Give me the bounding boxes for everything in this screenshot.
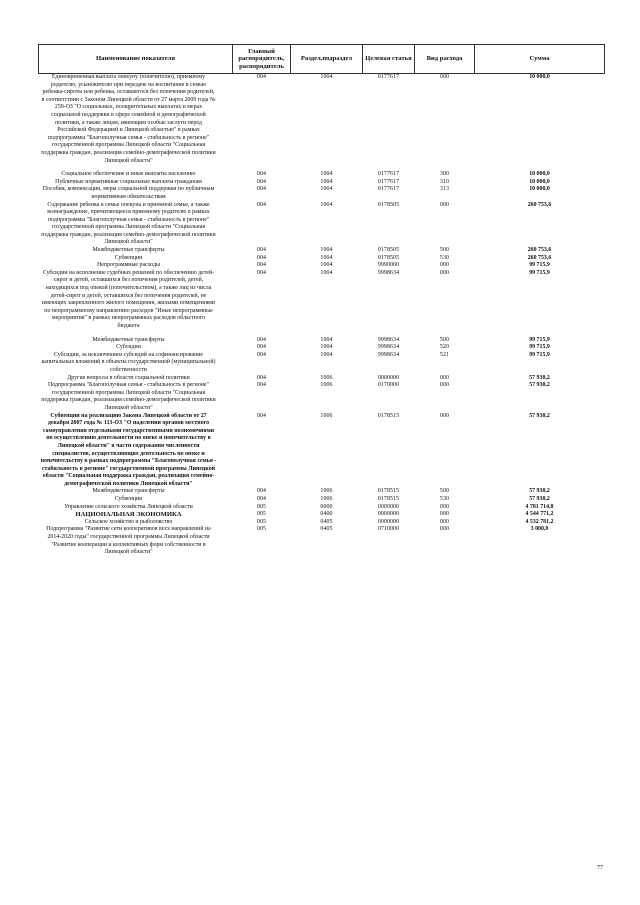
row-name: Субсидии на исполнение судебных решений по обеспечению детей-сирот и детей, оставшихся без попечения родителей, детей, находящихся под опекой (попечительством), а также лиц из числа детей-сирот и детей, оставшихся без попечения родителей, не имеющих закрепленного жилого помещения, жилыми помещениями по непрограммному направлению расходов "Иные непрограммные мероприятия" в рамках непрограммных расходов областного бюджета <box>41 269 216 329</box>
table-row <box>39 247 605 255</box>
row-sum: 4 532 781,2 <box>525 518 554 525</box>
row-sum: 4 544 771,2 <box>525 511 554 518</box>
row-sum: 99 715,9 <box>529 351 550 358</box>
row-expense-type-code: 000 <box>439 74 450 80</box>
row-expense-type-code: 500 <box>439 488 450 495</box>
row-sum: 4 781 714,8 <box>525 503 554 510</box>
row-section-code: 0000 <box>320 503 333 510</box>
row-expense-type-code: 521 <box>439 351 450 358</box>
row-expense-type-code: 000 <box>439 382 450 389</box>
row-section-code: 1004 <box>320 186 333 193</box>
table-row <box>39 255 605 263</box>
row-sum: 10 000,0 <box>529 186 550 193</box>
row-expense-type-code: 000 <box>439 511 450 518</box>
header-target-article: Целевая статья <box>363 45 415 74</box>
row-article-code: 0177617 <box>377 74 400 80</box>
header-sum: Сумма <box>475 45 605 74</box>
row-expense-type-code: 300 <box>439 171 450 178</box>
row-section-code: 1006 <box>320 412 333 419</box>
row-manager-code: 005 <box>256 503 267 510</box>
row-section-code: 1004 <box>320 351 333 358</box>
row-name: Подпрограмма "Развитие сети кооперативов всех направлений на 2014-2020 годы" государственной программы Липецкой области "Развитие кооперации и коллективных форм собственности в Липецкой области" <box>46 526 211 556</box>
row-sum: 57 930,2 <box>529 374 550 381</box>
header-indicator-name: Наименование показателя <box>39 45 233 74</box>
row-article-code: 0000000 <box>377 518 400 525</box>
row-manager-code: 004 <box>256 74 267 80</box>
row-expense-type-code: 500 <box>439 336 450 343</box>
row-expense-type-code: 500 <box>439 247 450 254</box>
row-expense-type-code: 520 <box>439 344 450 351</box>
row-name: Публичные нормативные социальные выплаты гражданам <box>55 178 202 185</box>
row-sum: 3 000,0 <box>530 526 549 533</box>
row-manager-code: 004 <box>256 254 267 261</box>
row-section-code: 0400 <box>320 511 333 518</box>
row-section-code: 1004 <box>320 254 333 261</box>
row-name: Субсидии, за исключением субсидий на софинансирование капитальных вложений в объекты государственной (муниципальной) собственности <box>41 351 216 373</box>
row-expense-type-code: 000 <box>439 201 450 208</box>
header-expense-type: Вид расхода <box>415 45 475 74</box>
row-sum: 10 000,0 <box>529 74 550 80</box>
row-manager-code: 004 <box>256 382 267 389</box>
row-name: Межбюджетные трансферты <box>92 247 165 254</box>
row-article-code: 0000000 <box>377 374 400 381</box>
table-row <box>39 262 605 270</box>
row-article-code: 0178505 <box>377 201 400 208</box>
row-article-code: 0178515 <box>377 412 400 419</box>
row-section-code: 1004 <box>320 262 333 269</box>
row-article-code: 0000000 <box>377 503 400 510</box>
row-name: Субвенции <box>114 254 143 261</box>
row-article-code: 0710000 <box>377 526 400 533</box>
table-row <box>39 382 605 412</box>
row-manager-code: 004 <box>256 412 267 419</box>
row-name: НАЦИОНАЛЬНАЯ ЭКОНОМИКА <box>75 511 182 519</box>
budget-table-container <box>38 44 604 557</box>
row-sum: 99 715,9 <box>529 336 550 343</box>
row-manager-code: 004 <box>256 247 267 254</box>
table-row <box>39 344 605 352</box>
budget-table <box>38 44 605 557</box>
row-manager-code: 004 <box>256 374 267 381</box>
row-expense-type-code: 310 <box>439 178 450 185</box>
table-row <box>39 413 605 489</box>
row-name: Другие вопросы в области социальной политики <box>67 374 190 381</box>
row-name: Межбюджетные трансферты <box>92 336 165 343</box>
row-section-code: 1004 <box>320 171 333 178</box>
row-name: Сельское хозяйство и рыболовство <box>84 518 173 525</box>
row-article-code: 0178505 <box>377 254 400 261</box>
row-expense-type-code: 000 <box>439 374 450 381</box>
row-article-code: 0170000 <box>377 382 400 389</box>
row-manager-code: 004 <box>256 496 267 503</box>
row-article-code: 0177617 <box>377 171 400 178</box>
row-name: Социальное обеспечение и иные выплаты населению <box>61 171 196 178</box>
row-article-code: 0178515 <box>377 488 400 495</box>
row-manager-code: 004 <box>256 186 267 193</box>
row-section-code: 0405 <box>320 518 333 525</box>
row-sum: 260 753,6 <box>527 201 552 208</box>
row-section-code: 1004 <box>320 269 333 276</box>
row-sum: 260 753,6 <box>527 254 552 261</box>
row-expense-type-code: 530 <box>439 254 450 261</box>
row-article-code: 9998634 <box>377 336 400 343</box>
table-row <box>39 202 605 248</box>
row-name: Управление сельского хозяйства Липецкой области <box>64 503 193 510</box>
row-manager-code: 004 <box>256 344 267 351</box>
row-name: Субсидии <box>116 344 141 351</box>
row-name: Межбюджетные трансферты <box>92 488 165 495</box>
row-section-code: 1006 <box>320 488 333 495</box>
table-row <box>39 511 605 519</box>
row-expense-type-code: 000 <box>439 269 450 276</box>
row-article-code: 0177617 <box>377 178 400 185</box>
row-manager-code: 005 <box>256 511 267 518</box>
table-row <box>39 74 605 166</box>
table-body <box>39 74 605 557</box>
table-row <box>39 504 605 512</box>
row-sum: 57 930,2 <box>529 412 550 419</box>
row-article-code: 9998634 <box>377 269 400 276</box>
table-header <box>39 45 605 74</box>
row-sum: 10 000,0 <box>529 178 550 185</box>
row-manager-code: 004 <box>256 201 267 208</box>
row-article-code: 0000000 <box>377 511 400 518</box>
table-row <box>39 331 605 345</box>
row-article-code: 0178505 <box>377 247 400 254</box>
row-name: Непрограммные расходы <box>96 262 161 269</box>
row-manager-code: 004 <box>256 171 267 178</box>
row-sum: 260 753,6 <box>527 247 552 254</box>
row-manager-code: 004 <box>256 351 267 358</box>
table-row <box>39 496 605 504</box>
row-article-code: 0177617 <box>377 186 400 193</box>
row-section-code: 1004 <box>320 344 333 351</box>
row-name: Пособия, компенсации, меры социальной поддержки по публичным нормативным обязательствам <box>42 186 215 200</box>
row-expense-type-code: 000 <box>439 262 450 269</box>
table-row <box>39 488 605 496</box>
row-manager-code: 005 <box>256 518 267 525</box>
row-expense-type-code: 313 <box>439 186 450 193</box>
row-article-code: 9990000 <box>377 262 400 269</box>
table-row <box>39 165 605 179</box>
row-manager-code: 004 <box>256 269 267 276</box>
row-section-code: 1006 <box>320 374 333 381</box>
row-expense-type-code: 000 <box>439 518 450 525</box>
row-name: Субвенции на реализацию Закона Липецкой области от 27 декабря 2007 года № 113-ОЗ "О наделении органов местного самоуправления отдельными государственными полномочиями по осуществлению деятельности по опеке и попечительству в Липецкой области" в части содержания численности специалистов, осуществляющих деятельность по опеке и попечительству в рамках подпрограммы "Благополучная семья - стабильность в регионе" государственной программы Липецкой области "Социальная поддержка граждан, реализация семейно-демографической политики Липецкой области" <box>40 412 217 487</box>
table-row <box>39 526 605 556</box>
row-section-code: 1004 <box>320 74 333 80</box>
row-manager-code: 004 <box>256 488 267 495</box>
row-article-code: 9998634 <box>377 351 400 358</box>
page-number: 77 <box>597 865 603 871</box>
header-main-manager: Главный распорядитель, распорядитель <box>233 45 291 74</box>
header-section: Раздел,подраздел <box>291 45 363 74</box>
row-article-code: 9998634 <box>377 344 400 351</box>
row-sum: 99 715,9 <box>529 262 550 269</box>
row-section-code: 1004 <box>320 201 333 208</box>
row-section-code: 1004 <box>320 336 333 343</box>
row-sum: 57 930,2 <box>529 382 550 389</box>
row-sum: 99 715,9 <box>529 344 550 351</box>
row-manager-code: 005 <box>256 526 267 533</box>
row-manager-code: 004 <box>256 336 267 343</box>
row-section-code: 1004 <box>320 178 333 185</box>
row-sum: 99 715,9 <box>529 269 550 276</box>
row-name: Субвенции <box>114 496 143 503</box>
row-sum: 57 930,2 <box>529 488 550 495</box>
row-expense-type-code: 000 <box>439 503 450 510</box>
table-row <box>39 270 605 331</box>
table-row <box>39 352 605 375</box>
row-section-code: 1004 <box>320 247 333 254</box>
row-section-code: 1006 <box>320 382 333 389</box>
row-section-code: 1006 <box>320 496 333 503</box>
row-name: Подпрограмма "Благополучная семья - стабильность в регионе" государственной программы Липецкой области "Социальная поддержка граждан, реализация семейно-демографической политики Липецкой области" <box>41 382 216 411</box>
row-article-code: 0178515 <box>377 496 400 503</box>
row-sum: 57 930,2 <box>529 496 550 503</box>
row-sum: 10 000,0 <box>529 171 550 178</box>
row-manager-code: 004 <box>256 178 267 185</box>
row-name: Содержание ребенка в семье опекуна и приемной семье, а также вознаграждение, причитающееся приемному родителю в рамках подпрограммы "Благополучная семья - стабильность в регионе" государственной программы Липецкой области "Социальная поддержка граждан, реализация семейно-демографической политики Липецкой области" <box>41 201 216 246</box>
row-section-code: 0405 <box>320 526 333 533</box>
row-manager-code: 004 <box>256 262 267 269</box>
row-expense-type-code: 530 <box>439 496 450 503</box>
row-expense-type-code: 000 <box>439 412 450 419</box>
table-row <box>39 186 605 201</box>
row-name: Единовременная выплата опекуну (попечителю), приемному родителю, усыновителю при передаче на воспитание в семью ребенка-сироты или ребенка, оставшегося без попечения родителей, в соответствии с Законом Липецкой области от 27 марта 2009 года № 259-ОЗ "О социальных, поощрительных выплатах и мерах социальной поддержки в сфере семейной и демографической политики, а также лицам, имеющим особые заслуги перед Российской Федерацией и Липецкой областью" в рамках подпрограммы "Благополучная семья - стабильность в регионе" государственной программы Липецкой области "Социальная поддержка граждан, реализация семейно-демографической политики Липецкой области" <box>41 74 216 164</box>
row-expense-type-code: 000 <box>439 526 450 533</box>
